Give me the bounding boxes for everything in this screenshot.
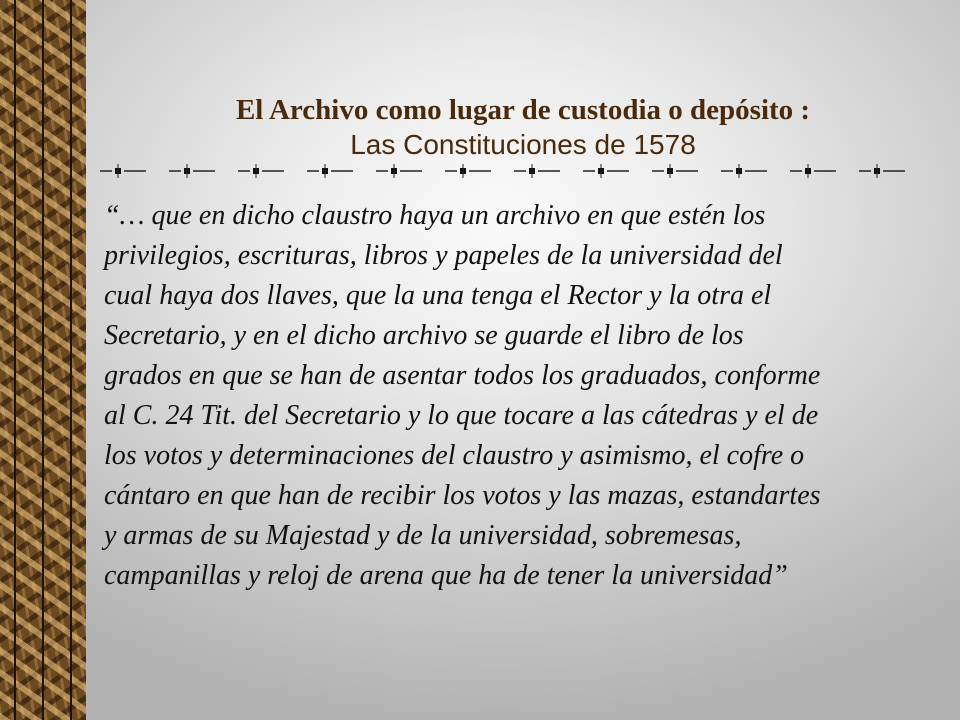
quote-line: y armas de su Majestad y de la universidad, sobremesas, <box>104 520 742 551</box>
border-line <box>42 0 44 720</box>
quote-text <box>104 196 944 596</box>
slide-title: El Archivo como lugar de custodia o depósito : <box>235 94 811 126</box>
dash-dot-divider <box>100 164 930 178</box>
quote-line: “… que en dicho claustro haya un archivo en que estén los <box>104 200 766 231</box>
border-line <box>70 0 72 720</box>
quote-line: Secretario, y en el dicho archivo se guarde el libro de los <box>104 320 744 351</box>
quote-line: cual haya dos llaves, que la una tenga el Rector y la otra el <box>104 280 772 311</box>
slide-subtitle: Las Constituciones de 1578 <box>350 129 696 160</box>
wood-border-strip <box>0 0 86 720</box>
quote-line: grados en que se han de asentar todos los graduados, conforme <box>104 360 821 391</box>
quote-line: privilegios, escrituras, libros y papeles de la universidad del <box>104 240 783 271</box>
quote-line: cántaro en que han de recibir los votos y las mazas, estandartes <box>104 480 821 511</box>
quote-line: campanillas y reloj de arena que ha de tener la universidad” <box>104 560 788 591</box>
quote-line: los votos y determinaciones del claustro y asimismo, el cofre o <box>104 440 805 471</box>
border-line <box>14 0 16 720</box>
title-block <box>86 92 960 162</box>
quote-line: al C. 24 Tit. del Secretario y lo que tocare a las cátedras y el de <box>104 400 819 431</box>
